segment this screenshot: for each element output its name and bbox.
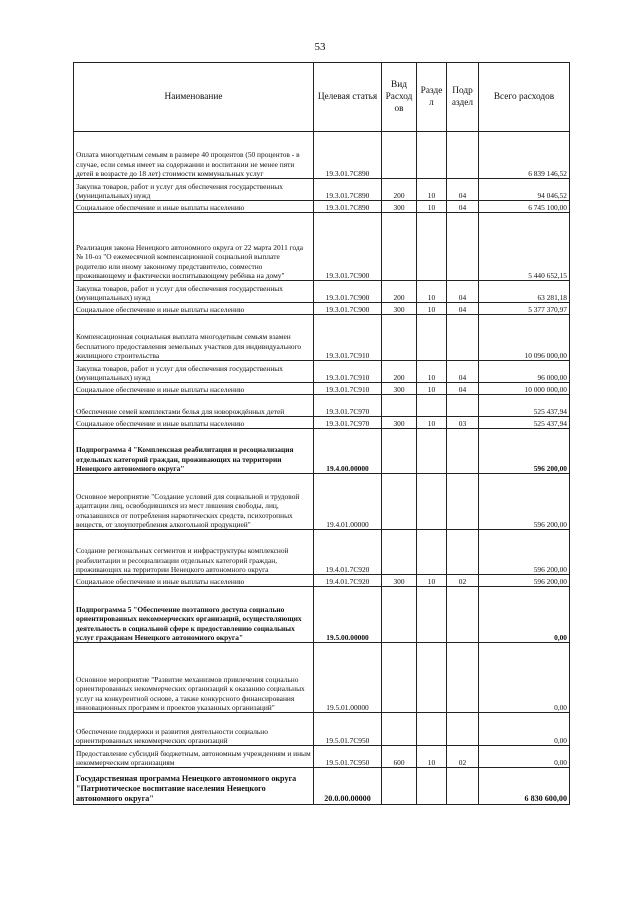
row-section bbox=[417, 429, 447, 474]
row-section bbox=[417, 132, 447, 179]
row-section bbox=[417, 713, 447, 746]
row-section bbox=[417, 768, 447, 805]
row-target: 19.4.01.7С920 bbox=[314, 530, 382, 575]
page-number: 53 bbox=[314, 41, 326, 53]
row-type: 200 bbox=[382, 179, 417, 201]
row-target: 19.3.01.7С890 bbox=[314, 132, 382, 179]
row-total: 596 200,00 bbox=[479, 530, 570, 575]
row-name: Обеспечение поддержки и развития деятельности социально ориентированных некоммерческих организаций bbox=[74, 713, 314, 746]
row-subsection bbox=[447, 474, 479, 530]
table-row bbox=[74, 303, 570, 315]
row-subsection: 02 bbox=[447, 746, 479, 768]
table-row bbox=[74, 132, 570, 179]
row-name: Обеспечение семей комплектами белья для новорождённых детей bbox=[74, 395, 314, 417]
row-type bbox=[382, 713, 417, 746]
table-row bbox=[74, 587, 570, 643]
row-total: 63 281,18 bbox=[479, 281, 570, 303]
row-name: Закупка товаров, работ и услуг для обеспечения государственных (муниципальных) нужд bbox=[74, 361, 314, 383]
row-target: 19.4.01.00000 bbox=[314, 474, 382, 530]
row-name: Подпрограмма 4 "Комплексная реабилитация и ресоциализация отдельных категорий граждан, проживающих на территории Ненецкого автономного округа" bbox=[74, 429, 314, 474]
row-total: 10 096 000,00 bbox=[479, 315, 570, 361]
row-total: 596 200,00 bbox=[479, 474, 570, 530]
row-total: 525 437,94 bbox=[479, 395, 570, 417]
table-row bbox=[74, 429, 570, 474]
table-row bbox=[74, 315, 570, 361]
row-name: Подпрограмма 5 "Обеспечение поэтапного доступа социально ориентированных некоммерческих организаций, осуществляющих деятельность в социальной сфере к предоставлению социальных услуг гражданам Ненецкого автономного округа" bbox=[74, 587, 314, 643]
row-type bbox=[382, 429, 417, 474]
row-subsection bbox=[447, 315, 479, 361]
table-row bbox=[74, 768, 570, 805]
row-name: Оплата многодетным семьям в размере 40 процентов (50 процентов - в случае, если семья имеет на содержании и воспитании не менее пяти детей в возрасте до 18 лет) стоимости коммунальных услуг bbox=[74, 132, 314, 179]
row-target: 19.3.01.7С970 bbox=[314, 395, 382, 417]
header-section: Разде л bbox=[417, 63, 447, 132]
row-name: Государственная программа Ненецкого автономного округа "Патриотическое воспитание населения Ненецкого автономного округа" bbox=[74, 768, 314, 805]
row-subsection bbox=[447, 643, 479, 713]
row-name: Реализация закона Ненецкого автономного округа от 22 марта 2011 года № 10-оз "О ежемесячной компенсационной социальной выплате родителю или иному законному представителю, совместно проживающему и фактически воспитывающему ребёнка на дому" bbox=[74, 213, 314, 281]
row-subsection bbox=[447, 395, 479, 417]
row-target: 19.3.01.7С910 bbox=[314, 315, 382, 361]
row-subsection bbox=[447, 429, 479, 474]
table-row bbox=[74, 417, 570, 429]
row-subsection: 03 bbox=[447, 417, 479, 429]
row-target: 20.0.00.00000 bbox=[314, 768, 382, 805]
table-row bbox=[74, 395, 570, 417]
row-subsection: 04 bbox=[447, 201, 479, 213]
row-subsection: 04 bbox=[447, 361, 479, 383]
table-row bbox=[74, 361, 570, 383]
row-subsection: 02 bbox=[447, 575, 479, 587]
table-row bbox=[74, 474, 570, 530]
row-section: 10 bbox=[417, 281, 447, 303]
table-row bbox=[74, 281, 570, 303]
table-row bbox=[74, 383, 570, 395]
row-subsection: 04 bbox=[447, 303, 479, 315]
row-type bbox=[382, 768, 417, 805]
row-section: 10 bbox=[417, 201, 447, 213]
row-total: 96 000,00 bbox=[479, 361, 570, 383]
row-section bbox=[417, 587, 447, 643]
row-type bbox=[382, 315, 417, 361]
row-name: Социальное обеспечение и иные выплаты населению bbox=[74, 201, 314, 213]
row-name: Компенсационная социальная выплата многодетным семьям взамен бесплатного предоставления земельных участков для индивидуального жилищного строительства bbox=[74, 315, 314, 361]
row-subsection bbox=[447, 213, 479, 281]
row-type bbox=[382, 395, 417, 417]
row-type: 200 bbox=[382, 281, 417, 303]
row-subsection bbox=[447, 587, 479, 643]
budget-table bbox=[73, 62, 570, 805]
header-type: Вид Расход ов bbox=[382, 63, 417, 132]
header-name: Наименование bbox=[74, 63, 314, 132]
row-total: 6 830 600,00 bbox=[479, 768, 570, 805]
row-subsection bbox=[447, 132, 479, 179]
row-total: 525 437,94 bbox=[479, 417, 570, 429]
row-type: 200 bbox=[382, 361, 417, 383]
row-section: 10 bbox=[417, 361, 447, 383]
row-section bbox=[417, 643, 447, 713]
table-row bbox=[74, 179, 570, 201]
row-total: 94 046,52 bbox=[479, 179, 570, 201]
row-type: 300 bbox=[382, 383, 417, 395]
row-type: 300 bbox=[382, 417, 417, 429]
row-section: 10 bbox=[417, 417, 447, 429]
table-row bbox=[74, 530, 570, 575]
row-total: 6 839 146,52 bbox=[479, 132, 570, 179]
row-name: Социальное обеспечение и иные выплаты населению bbox=[74, 417, 314, 429]
row-section: 10 bbox=[417, 575, 447, 587]
row-subsection: 04 bbox=[447, 383, 479, 395]
row-section bbox=[417, 315, 447, 361]
table-row bbox=[74, 575, 570, 587]
header-total: Всего расходов bbox=[479, 63, 570, 132]
header-target: Целевая статья bbox=[314, 63, 382, 132]
row-target: 19.3.01.7С970 bbox=[314, 417, 382, 429]
row-section: 10 bbox=[417, 303, 447, 315]
row-target: 19.4.00.00000 bbox=[314, 429, 382, 474]
row-section bbox=[417, 474, 447, 530]
row-target: 19.5.00.00000 bbox=[314, 587, 382, 643]
row-subsection: 04 bbox=[447, 281, 479, 303]
row-target: 19.3.01.7С890 bbox=[314, 201, 382, 213]
row-target: 19.5.01.00000 bbox=[314, 643, 382, 713]
row-total: 6 745 100,00 bbox=[479, 201, 570, 213]
row-type bbox=[382, 213, 417, 281]
row-total: 5 440 652,15 bbox=[479, 213, 570, 281]
row-target: 19.3.01.7С910 bbox=[314, 383, 382, 395]
row-type: 600 bbox=[382, 746, 417, 768]
row-name: Предоставление субсидий бюджетным, автономным учреждениям и иным некоммерческим организациям bbox=[74, 746, 314, 768]
row-name: Социальное обеспечение и иные выплаты населению bbox=[74, 383, 314, 395]
row-total: 0,00 bbox=[479, 643, 570, 713]
row-target: 19.3.01.7С900 bbox=[314, 303, 382, 315]
row-target: 19.3.01.7С900 bbox=[314, 213, 382, 281]
row-target: 19.4.01.7С920 bbox=[314, 575, 382, 587]
header-row bbox=[74, 63, 570, 132]
row-name: Основное мероприятие "Развитие механизмов привлечения социально ориентированных некоммерческих организаций к оказанию социальных услуг на конкурентной основе, а также конкурсного финансирования инновационных программ и проектов указанных организаций" bbox=[74, 643, 314, 713]
row-name: Социальное обеспечение и иные выплаты населению bbox=[74, 303, 314, 315]
row-name: Основное мероприятие "Создание условий для социальной и трудовой адаптации лиц, освободившихся из мест лишения свободы, лиц, отказавшихся от потребления наркотических средств, психотропных веществ, от злоупотребления алкогольной продукцией" bbox=[74, 474, 314, 530]
row-total: 596 200,00 bbox=[479, 575, 570, 587]
row-subsection bbox=[447, 768, 479, 805]
row-type bbox=[382, 474, 417, 530]
row-target: 19.3.01.7С910 bbox=[314, 361, 382, 383]
header-subsection: Подр аздел bbox=[447, 63, 479, 132]
row-name: Закупка товаров, работ и услуг для обеспечения государственных (муниципальных) нужд bbox=[74, 179, 314, 201]
row-type: 300 bbox=[382, 303, 417, 315]
row-type bbox=[382, 132, 417, 179]
row-section bbox=[417, 395, 447, 417]
row-name: Создание региональных сегментов и инфраструктуры комплексной реабилитации и ресоциализации отдельных категорий граждан, проживающих на территории Ненецкого автономного округа bbox=[74, 530, 314, 575]
row-total: 0,00 bbox=[479, 746, 570, 768]
row-target: 19.5.01.7С950 bbox=[314, 713, 382, 746]
row-subsection bbox=[447, 713, 479, 746]
row-total: 596 200,00 bbox=[479, 429, 570, 474]
row-type bbox=[382, 530, 417, 575]
table-row bbox=[74, 643, 570, 713]
table-row bbox=[74, 746, 570, 768]
table-row bbox=[74, 713, 570, 746]
row-total: 0,00 bbox=[479, 587, 570, 643]
row-subsection: 04 bbox=[447, 179, 479, 201]
table-row bbox=[74, 213, 570, 281]
row-subsection bbox=[447, 530, 479, 575]
row-section: 10 bbox=[417, 746, 447, 768]
row-section: 10 bbox=[417, 383, 447, 395]
row-target: 19.3.01.7С900 bbox=[314, 281, 382, 303]
row-name: Закупка товаров, работ и услуг для обеспечения государственных (муниципальных) нужд bbox=[74, 281, 314, 303]
row-target: 19.5.01.7С950 bbox=[314, 746, 382, 768]
row-section bbox=[417, 213, 447, 281]
row-type: 300 bbox=[382, 575, 417, 587]
row-total: 5 377 370,97 bbox=[479, 303, 570, 315]
row-type bbox=[382, 587, 417, 643]
row-section bbox=[417, 530, 447, 575]
row-total: 10 000 000,00 bbox=[479, 383, 570, 395]
row-target: 19.3.01.7С890 bbox=[314, 179, 382, 201]
row-section: 10 bbox=[417, 179, 447, 201]
row-type bbox=[382, 643, 417, 713]
table-row bbox=[74, 201, 570, 213]
row-total: 0,00 bbox=[479, 713, 570, 746]
row-type: 300 bbox=[382, 201, 417, 213]
row-name: Социальное обеспечение и иные выплаты населению bbox=[74, 575, 314, 587]
